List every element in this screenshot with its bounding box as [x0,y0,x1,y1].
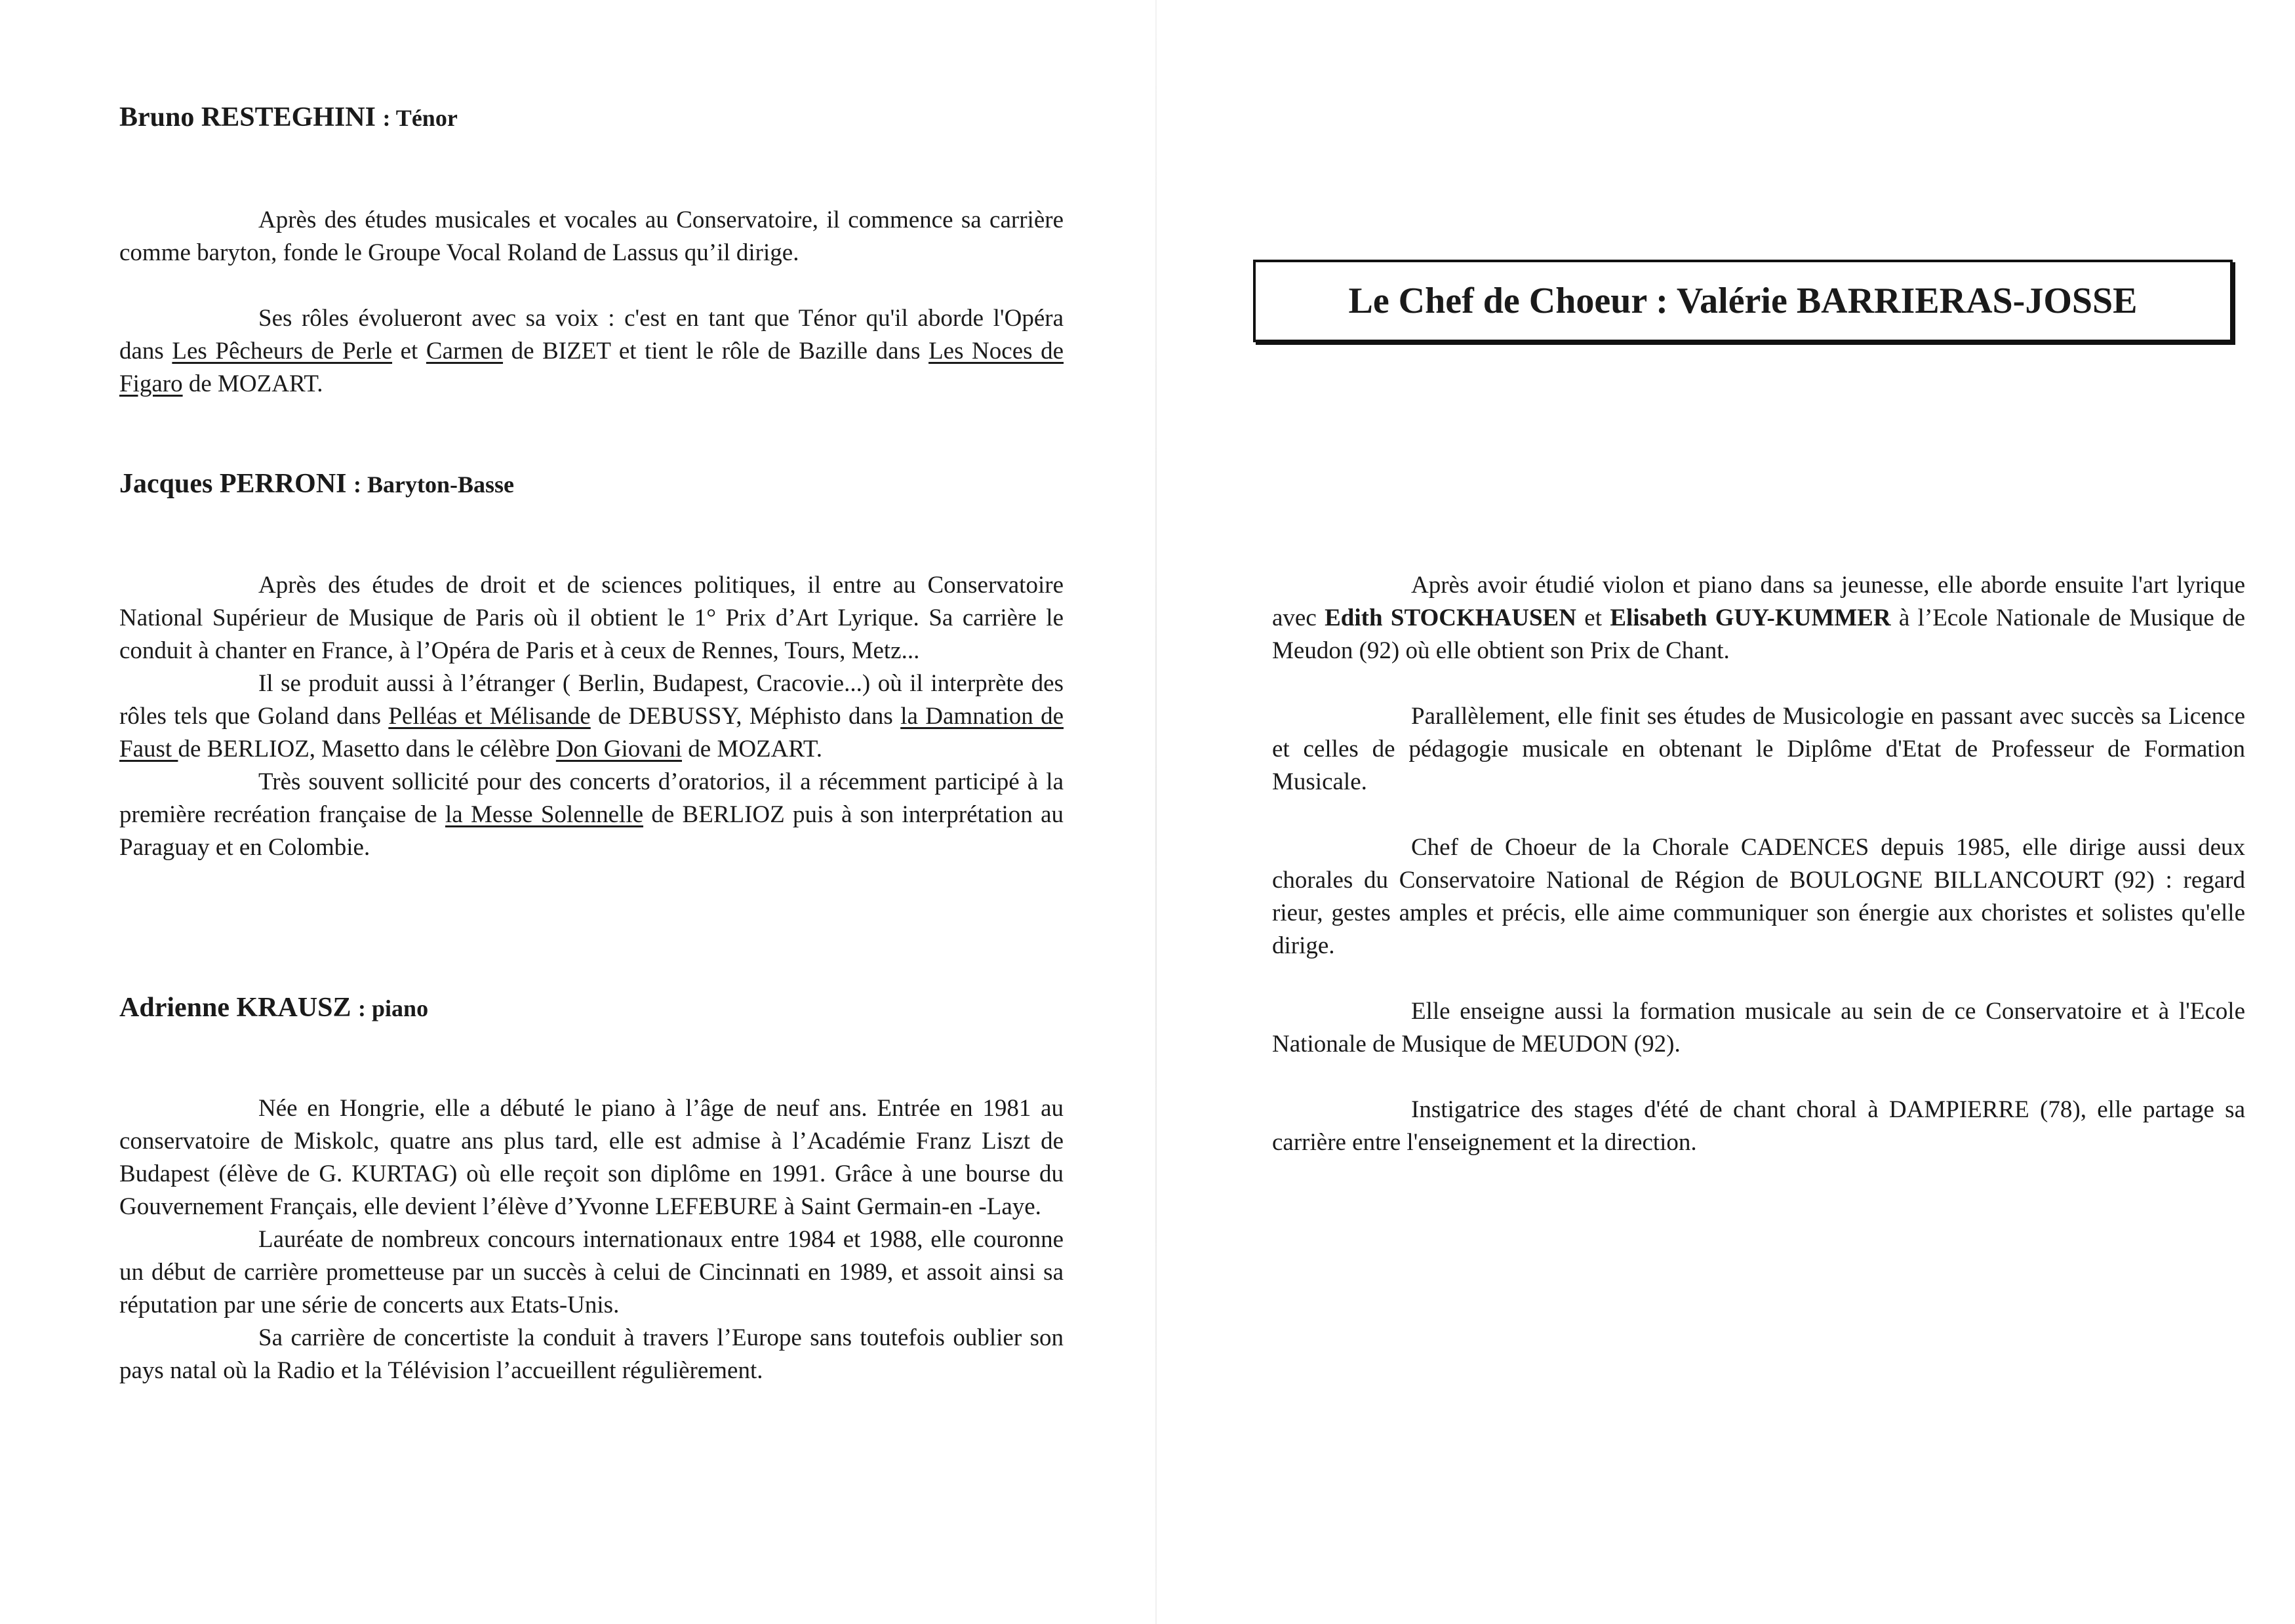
tenor-bio [119,204,1064,401]
bass-heading [119,468,514,500]
tenor-bio-p2: Ses rôles évolueront avec sa voix : c'est en tant que Ténor qu'il aborde l'Opéra dans Les Pêcheurs de Perle et Carmen de BIZET et tient le rôle de Bazille dans Les Noces de Figaro de MOZART. [119,305,1064,397]
tenor-bio-p1: Après des études musicales et vocales au Conservatoire, il commence sa carrière comme baryton, fonde le Groupe Vocal Roland de Lassus qu’il dirige. [119,207,1064,266]
teacher-name: Elisabeth GUY-KUMMER [1610,604,1891,631]
piano-name: Adrienne KRAUSZ [119,993,351,1023]
tenor-role: : Ténor [382,105,458,131]
tenor-name: Bruno RESTEGHINI [119,102,376,132]
teacher-name: Edith STOCKHAUSEN [1325,604,1576,631]
piano-bio-p3: Sa carrière de concertiste la conduit à travers l’Europe sans toutefois oublier son pays natal où la Radio et la Télévision l’accueillent régulièrement. [119,1324,1064,1384]
chorus-master-title-box [1253,260,2233,342]
page-fold [1155,0,1157,1624]
bass-name: Jacques PERRONI [119,469,347,499]
chorus-bio-p2: Parallèlement, elle finit ses études de Musicologie en passant avec succès sa Licence et celles de pédagogie musicale en obtenant le Diplôme d'Etat de Professeur de Formation Musicale. [1272,703,2245,795]
chorus-bio-p4: Elle enseigne aussi la formation musicale au sein de ce Conservatoire et à l'Ecole Nationale de Musique de MEUDON (92). [1272,998,2245,1058]
piano-role: : piano [358,995,429,1021]
piano-bio-p2: Lauréate de nombreux concours internationaux entre 1984 et 1988, elle couronne un début de carrière prometteuse par un succès à celui de Cincinnati en 1989, et assoit ainsi sa réputation par une série de concerts aux Etats-Unis. [119,1226,1064,1318]
work-title: la Damnation de Faust [119,703,1064,762]
bass-bio-p3: Très souvent sollicité pour des concerts d’oratorios, il a récemment participé à la première recréation française de la Messe Solennelle de BERLIOZ puis à son interprétation au Paraguay et en Colombie. [119,768,1064,861]
work-title: Pelléas et Mélisande [388,703,591,730]
bass-role: : Baryton-Basse [353,471,515,498]
work-title: Les Pêcheurs de Perle [172,338,393,365]
bass-bio-p2: Il se produit aussi à l’étranger ( Berlin, Budapest, Cracovie...) où il interprète des rôles tels que Goland dans Pelléas et Mélisande de DEBUSSY, Méphisto dans la Damnation de Faust de BERLIOZ, Masetto dans le célèbre Don Giovani de MOZART. [119,670,1064,762]
work-title: Don Giovani [555,736,683,762]
work-title: Carmen [426,338,504,365]
chorus-master-bio [1272,569,2245,1159]
bass-bio-p1: Après des études de droit et de sciences politiques, il entre au Conservatoire National Supérieur de Musique de Paris où il obtient le 1° Prix d’Art Lyrique. Sa carrière le conduit à chanter en France, à l’Opéra de Paris et à ceux de Rennes, Tours, Metz... [119,572,1064,664]
bass-bio [119,569,1064,864]
piano-heading [119,992,428,1023]
work-title: la Messe Solennelle [445,801,644,828]
chorus-bio-p5: Instigatrice des stages d'été de chant choral à DAMPIERRE (78), elle partage sa carrière entre l'enseignement et la direction. [1272,1096,2245,1156]
piano-bio-p1: Née en Hongrie, elle a débuté le piano à l’âge de neuf ans. Entrée en 1981 au conservatoire de Miskolc, quatre ans plus tard, elle est admise à l’Académie Franz Liszt de Budapest (élève de G. KURTAG) où elle reçoit son diplôme en 1991. Grâce à une bourse du Gouvernement Français, elle devient l’élève d’Yvonne LEFEBURE à Saint Germain-en -Laye. [119,1095,1064,1220]
tenor-heading [119,102,458,133]
piano-bio [119,1092,1064,1387]
chorus-bio-p1: Après avoir étudié violon et piano dans sa jeunesse, elle aborde ensuite l'art lyrique avec Edith STOCKHAUSEN et Elisabeth GUY-KUMMER à l’Ecole Nationale de Musique de Meudon (92) où elle obtient son Prix de Chant. [1272,572,2246,664]
chorus-bio-p3: Chef de Choeur de la Chorale CADENCES depuis 1985, elle dirige aussi deux chorales du Conservatoire National de Région de BOULOGNE BILLANCOURT (92) : regard rieur, gestes amples et précis, elle aime communiquer son énergie aux choristes et solistes qu'elle dirige. [1272,834,2245,959]
work-title: Les Noces de Figaro [119,338,1064,397]
chorus-master-title: Le Chef de Choeur : Valérie BARRIERAS-JOSSE [1348,281,2138,321]
